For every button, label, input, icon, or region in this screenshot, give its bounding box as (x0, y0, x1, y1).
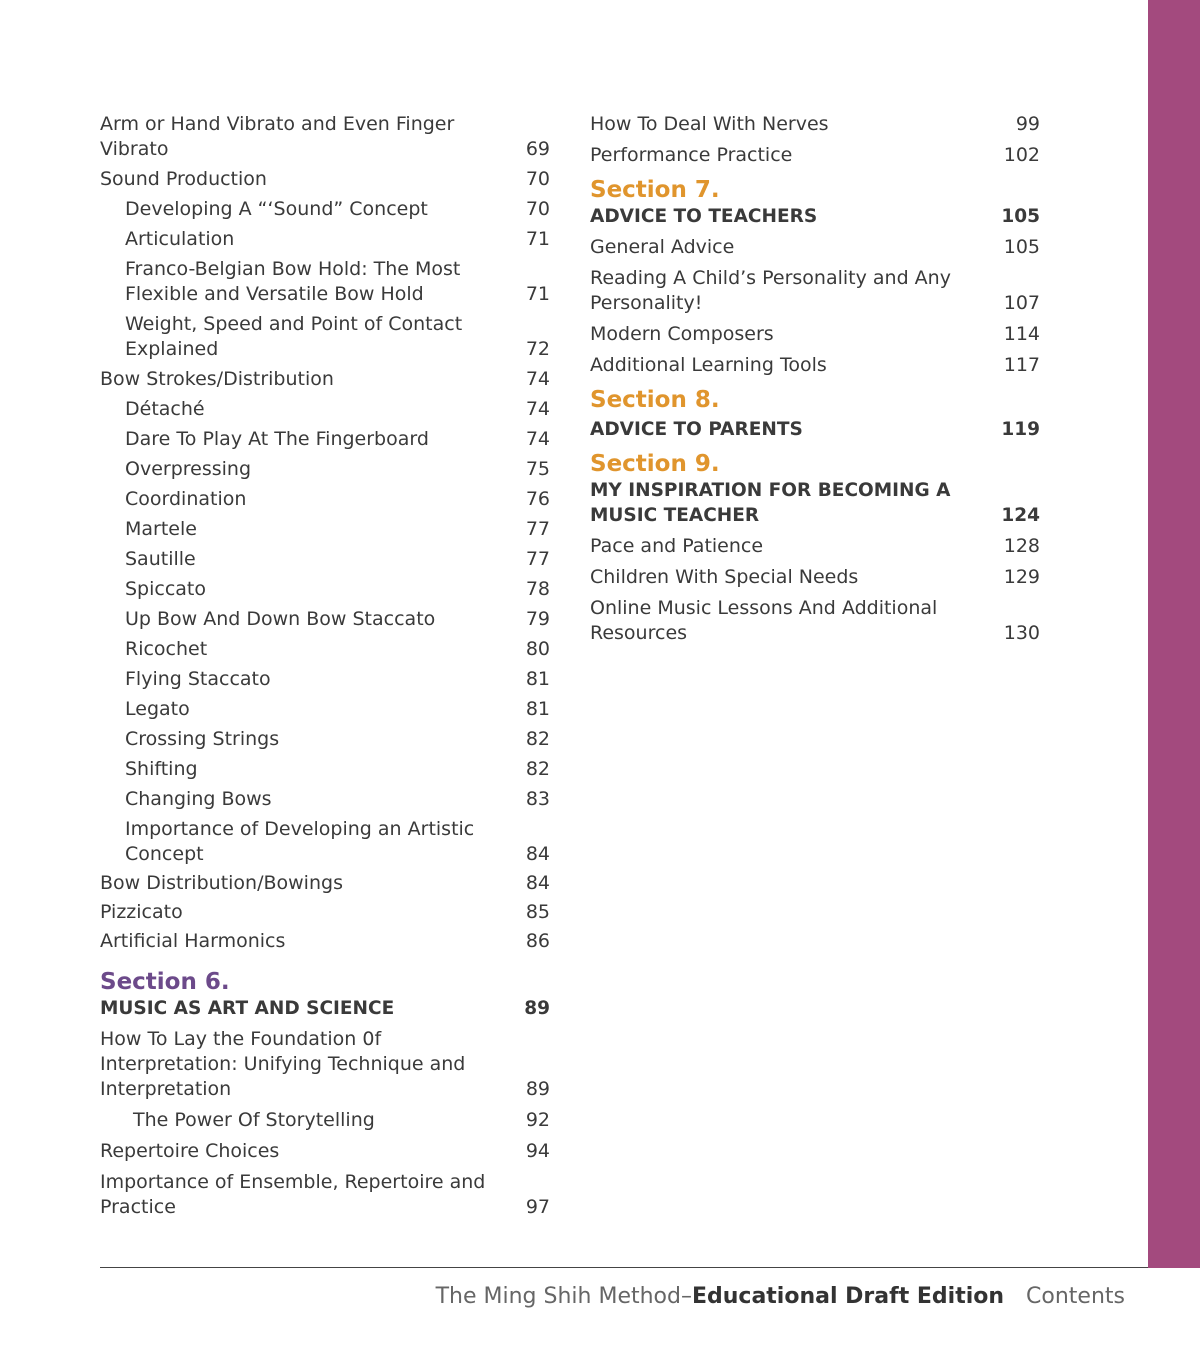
toc-entry-page: 71 (525, 283, 550, 305)
toc-entry-title: Importance of Developing an Artistic Concept (125, 818, 475, 865)
toc-entry[interactable] (100, 1139, 552, 1164)
toc-entry[interactable] (100, 727, 552, 752)
toc-entry-title: Spiccato (125, 578, 207, 600)
toc-entry-page: 102 (1003, 144, 1040, 166)
toc-entry-page: 84 (525, 843, 550, 865)
toc-entry-page: 77 (525, 518, 550, 540)
toc-entry-title: Coordination (125, 488, 247, 510)
toc-entry[interactable] (100, 817, 552, 867)
toc-entry[interactable] (100, 900, 552, 925)
section-heading: Section 9. (590, 451, 720, 477)
toc-entry-page: 128 (1003, 535, 1040, 557)
toc-entry-title: Détaché (125, 398, 205, 420)
toc-entry[interactable] (100, 517, 552, 542)
toc-entry-page: 89 (525, 1078, 550, 1100)
page-edge-color-bar (1148, 0, 1200, 1268)
toc-entry-page: 75 (525, 458, 550, 480)
toc-entry-page: 74 (525, 428, 550, 450)
toc-entry[interactable] (590, 112, 1042, 137)
toc-entry-title: General Advice (590, 236, 735, 258)
toc-entry-title: Changing Bows (125, 788, 272, 810)
toc-entry-page: 107 (1003, 292, 1040, 314)
toc-entry-title: Sound Production (100, 168, 267, 190)
toc-entry-page: 129 (1003, 566, 1040, 588)
toc-entry-page: 83 (525, 788, 550, 810)
toc-entry-title: Sautille (125, 548, 196, 570)
toc-entry-page: 78 (525, 578, 550, 600)
toc-entry-page: 114 (1003, 323, 1040, 345)
toc-entry-page: 79 (525, 608, 550, 630)
toc-entry-page: 77 (525, 548, 550, 570)
toc-entry[interactable] (100, 607, 552, 632)
toc-entry-page: 105 (1003, 236, 1040, 258)
toc-entry-title: Articulation (125, 228, 235, 250)
toc-entry[interactable] (100, 1170, 552, 1220)
toc-entry-title: Performance Practice (590, 144, 793, 166)
toc-entry-title: Overpressing (125, 458, 252, 480)
toc-entry[interactable] (590, 565, 1042, 590)
toc-entry-page: 72 (525, 338, 550, 360)
toc-entry-title: ADVICE TO PARENTS (590, 419, 803, 440)
toc-entry-title: Online Music Lessons And Additional Resources (590, 597, 938, 644)
toc-entry-page: 82 (525, 758, 550, 780)
toc-entry[interactable] (100, 397, 552, 422)
toc-entry-title: Crossing Strings (125, 728, 280, 750)
toc-entry[interactable] (590, 353, 1042, 378)
toc-entry[interactable] (100, 929, 552, 954)
footer-book-title: The Ming Shih Method– (435, 1284, 692, 1309)
toc-entry-page: 80 (525, 638, 550, 660)
toc-entry-title: Martele (125, 518, 197, 540)
toc-entry-title: Weight, Speed and Point of Contact Explained (125, 313, 463, 360)
toc-entry-page: 76 (525, 488, 550, 510)
toc-entry[interactable] (100, 487, 552, 512)
page-footer (436, 1283, 1125, 1311)
toc-entry[interactable] (100, 1027, 552, 1102)
toc-entry[interactable] (590, 143, 1042, 168)
footer-divider (100, 1267, 1148, 1268)
toc-entry[interactable] (590, 266, 1042, 316)
toc-entry[interactable] (590, 596, 1042, 646)
toc-entry-page: 99 (1015, 113, 1040, 135)
toc-entry-title: How To Deal With Nerves (590, 113, 829, 135)
toc-entry[interactable] (100, 871, 552, 896)
toc-entry-title: Modern Composers (590, 323, 774, 345)
toc-entry-page: 85 (525, 901, 550, 923)
toc-column-right (590, 112, 1042, 646)
toc-entry-title: Ricochet (125, 638, 208, 660)
toc-entry-title: Bow Distribution/Bowings (100, 872, 343, 894)
toc-entry-title: Artificial Harmonics (100, 930, 286, 952)
toc-entry[interactable] (590, 204, 1042, 229)
toc-entry[interactable] (590, 235, 1042, 260)
toc-entry[interactable] (100, 257, 552, 307)
toc-entry-title: Flying Staccato (125, 668, 271, 690)
toc-entry-title: Importance of Ensemble, Repertoire and Practice (100, 1171, 486, 1218)
toc-entry[interactable] (100, 996, 552, 1021)
toc-entry[interactable] (590, 322, 1042, 347)
toc-entry-title: Bow Strokes/Distribution (100, 368, 334, 390)
toc-entry[interactable] (100, 457, 552, 482)
toc-entry[interactable] (590, 478, 1042, 528)
toc-entry[interactable] (100, 427, 552, 452)
toc-entry-page: 97 (525, 1196, 550, 1218)
toc-entry-page: 119 (1001, 419, 1040, 440)
toc-entry-title: The Power Of Storytelling (133, 1109, 375, 1131)
toc-entry-title: How To Lay the Foundation 0f Interpretation: Unifying Technique and Interpretation (100, 1028, 466, 1100)
section-heading: Section 7. (590, 177, 720, 203)
toc-entry-title: Additional Learning Tools (590, 354, 827, 376)
toc-entry[interactable] (100, 637, 552, 662)
toc-entry[interactable] (100, 367, 552, 392)
toc-entry-title: Pace and Patience (590, 535, 764, 557)
toc-entry-page: 81 (525, 698, 550, 720)
toc-entry-page: 74 (525, 368, 550, 390)
toc-entry-page: 89 (524, 998, 550, 1019)
toc-entry[interactable] (100, 1108, 552, 1133)
toc-entry[interactable] (100, 757, 552, 782)
toc-entry[interactable] (100, 312, 552, 362)
toc-entry-page: 130 (1003, 622, 1040, 644)
toc-entry-title: MY INSPIRATION FOR BECOMING A MUSIC TEACHER (590, 480, 951, 526)
toc-entry-page: 92 (525, 1109, 550, 1131)
toc-entry-title: Shifting (125, 758, 198, 780)
toc-entry-title: Developing A “‘Sound” Concept (125, 198, 428, 220)
toc-entry-page: 105 (1001, 206, 1040, 227)
toc-entry-page: 70 (525, 198, 550, 220)
toc-entry[interactable] (100, 577, 552, 602)
toc-entry[interactable] (100, 697, 552, 722)
toc-entry-page: 71 (525, 228, 550, 250)
section-heading: Section 6. (100, 969, 230, 995)
toc-entry-title: Dare To Play At The Fingerboard (125, 428, 429, 450)
toc-entry[interactable] (100, 112, 552, 162)
toc-entry-page: 124 (1001, 505, 1040, 526)
toc-entry-title: MUSIC AS ART AND SCIENCE (100, 998, 395, 1019)
toc-entry-title: Pizzicato (100, 901, 183, 923)
toc-entry[interactable] (590, 534, 1042, 559)
toc-entry[interactable] (100, 547, 552, 572)
toc-entry-title: Reading A Child’s Personality and Any Personality! (590, 267, 951, 314)
toc-entry-title: ADVICE TO TEACHERS (590, 206, 818, 227)
toc-entry-page: 74 (525, 398, 550, 420)
toc-entry-page: 81 (525, 668, 550, 690)
toc-entry-title: Arm or Hand Vibrato and Even Finger Vibrato (100, 113, 455, 160)
toc-entry-title: Franco-Belgian Bow Hold: The Most Flexible and Versatile Bow Hold (125, 258, 461, 305)
toc-entry-page: 94 (525, 1140, 550, 1162)
toc-entry-title: Legato (125, 698, 190, 720)
toc-entry-page: 84 (525, 872, 550, 894)
toc-entry-page: 70 (525, 168, 550, 190)
footer-edition: Educational Draft Edition (691, 1284, 1005, 1309)
footer-section-name: Contents (1026, 1284, 1125, 1309)
toc-entry[interactable] (100, 667, 552, 692)
toc-entry-title: Repertoire Choices (100, 1140, 280, 1162)
toc-entry-page: 69 (525, 138, 550, 160)
toc-entry[interactable] (100, 167, 552, 192)
toc-entry-title: Up Bow And Down Bow Staccato (125, 608, 436, 630)
toc-entry-page: 86 (525, 930, 550, 952)
toc-entry[interactable] (100, 227, 552, 252)
toc-entry-page: 117 (1003, 354, 1040, 376)
toc-entry-title: Children With Special Needs (590, 566, 859, 588)
toc-entry[interactable] (590, 417, 1042, 442)
section-heading: Section 8. (590, 387, 720, 413)
toc-column-left (100, 112, 552, 1220)
toc-entry[interactable] (100, 197, 552, 222)
toc-entry-page: 82 (525, 728, 550, 750)
toc-entry[interactable] (100, 787, 552, 812)
